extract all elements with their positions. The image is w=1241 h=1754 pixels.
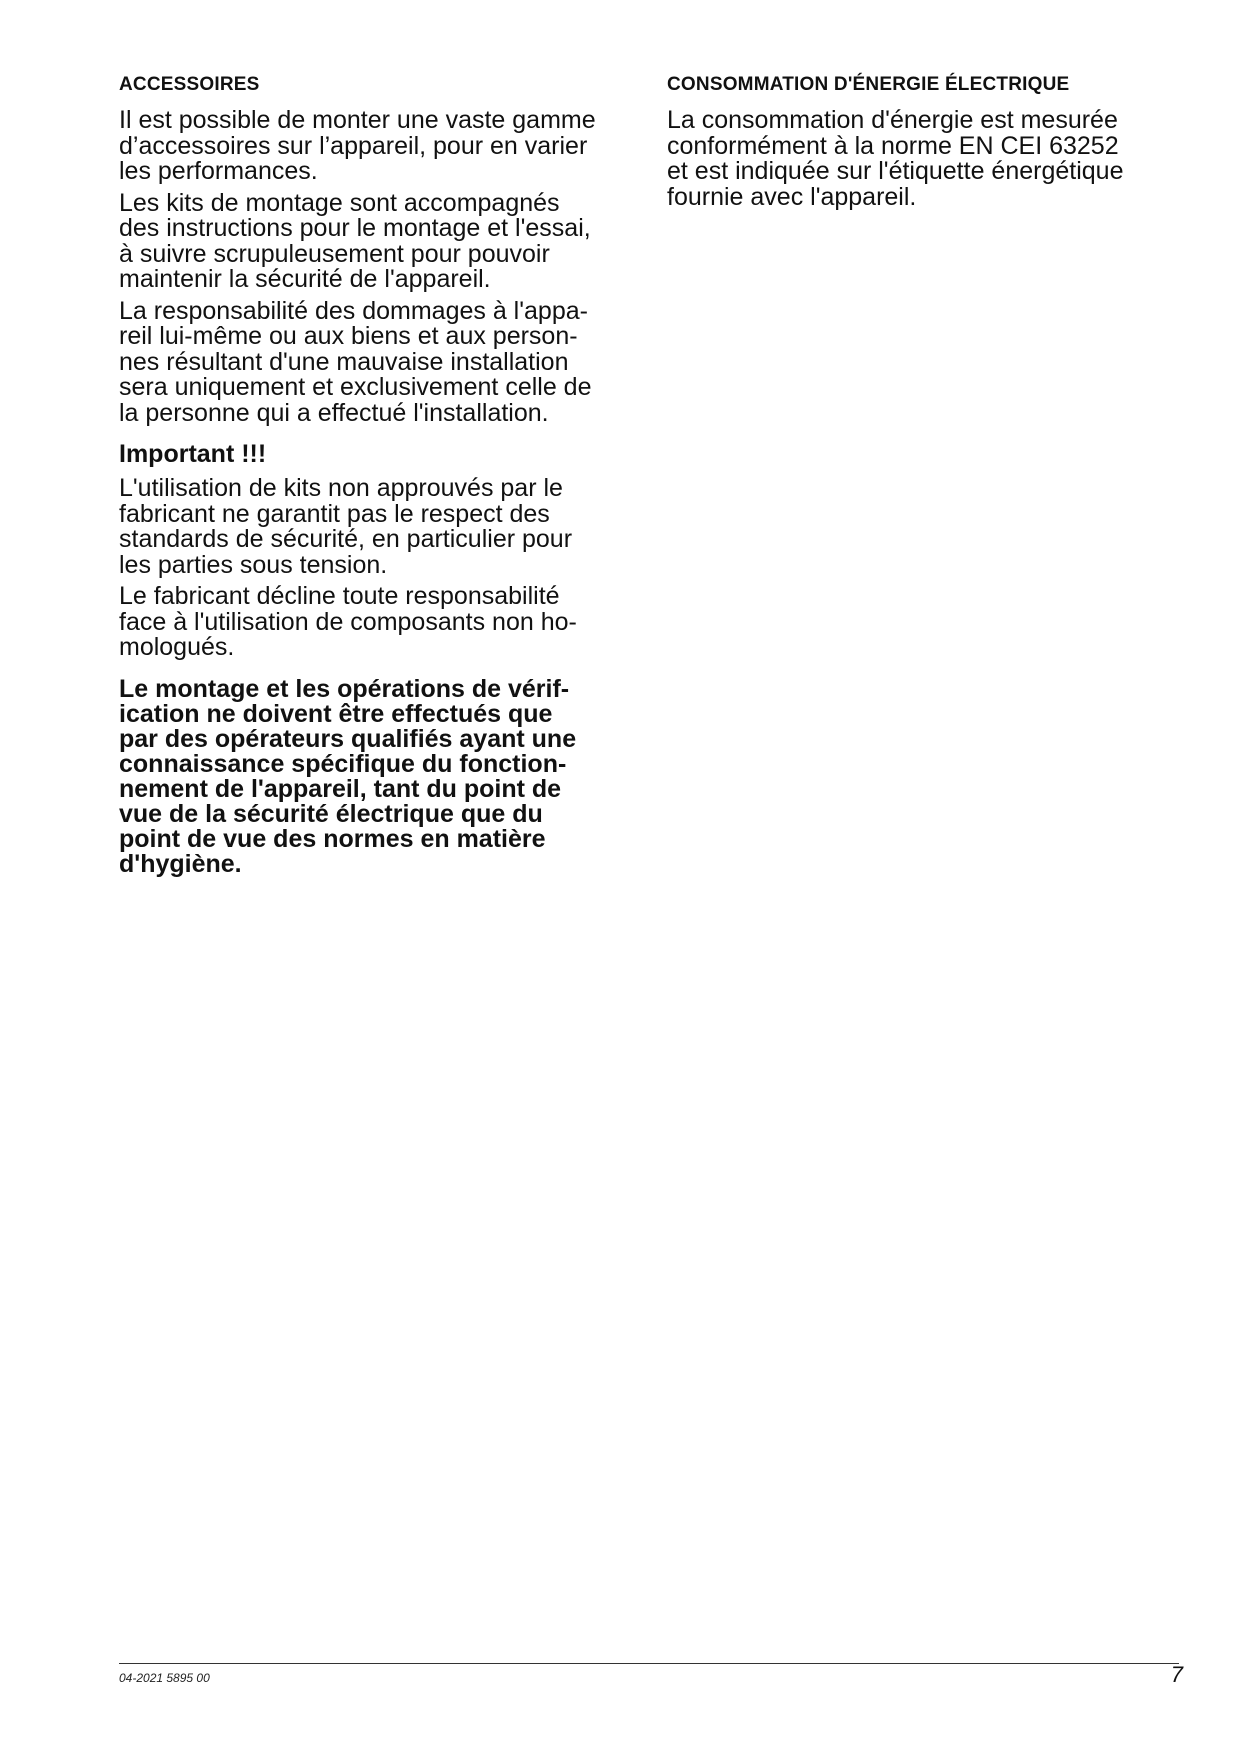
document-code: 04-2021 5895 00	[119, 1671, 210, 1685]
energy-section	[667, 70, 1187, 216]
accessories-paragraph: Les kits de montage sont accompagnés des instructions pour le montage et l'essai, à suivre scrupuleusement pour pouvoir maintenir la sécurité de l'appareil.	[119, 188, 591, 293]
important-paragraph: Le fabricant décline toute responsabilité face à l'utilisation de composants non ho- mologués.	[119, 582, 577, 661]
energy-heading: CONSOMMATION D'ÉNERGIE ÉLECTRIQUE	[667, 74, 1070, 95]
accessories-section	[119, 70, 639, 877]
important-paragraph: L'utilisation de kits non approuvés par le fabricant ne garantit pas le respect des standards de sécurité, en particulier pour les parties sous tension.	[119, 474, 573, 579]
accessories-paragraph: Il est possible de monter une vaste gamme d’accessoires sur l’appareil, pour en varier les performances.	[119, 106, 596, 185]
footer-divider	[119, 1663, 1179, 1664]
accessories-paragraph: La responsabilité des dommages à l'appa- reil lui-même ou aux biens et aux person- nes résultant d'une mauvaise installation sera uniquement et exclusivement celle de la personne qui a effectué l'installation.	[119, 296, 592, 427]
energy-paragraph: La consommation d'énergie est mesurée conformément à la norme EN CEI 63252 et est indiquée sur l'étiquette énergétique fournie avec l'appareil.	[667, 106, 1124, 211]
accessories-heading: ACCESSOIRES	[119, 74, 260, 95]
important-heading: Important !!!	[119, 440, 267, 468]
page-number: 7	[1170, 1662, 1183, 1687]
qualified-operators-warning: Le montage et les opérations de vérif- ication ne doivent être effectués que par des opérateurs qualifiés ayant une connaissance spécifique du fonction- nement de l'appareil, tant du point de vue de la sécurité électrique que du point de vue des normes en matière d'hygiène.	[119, 674, 577, 878]
